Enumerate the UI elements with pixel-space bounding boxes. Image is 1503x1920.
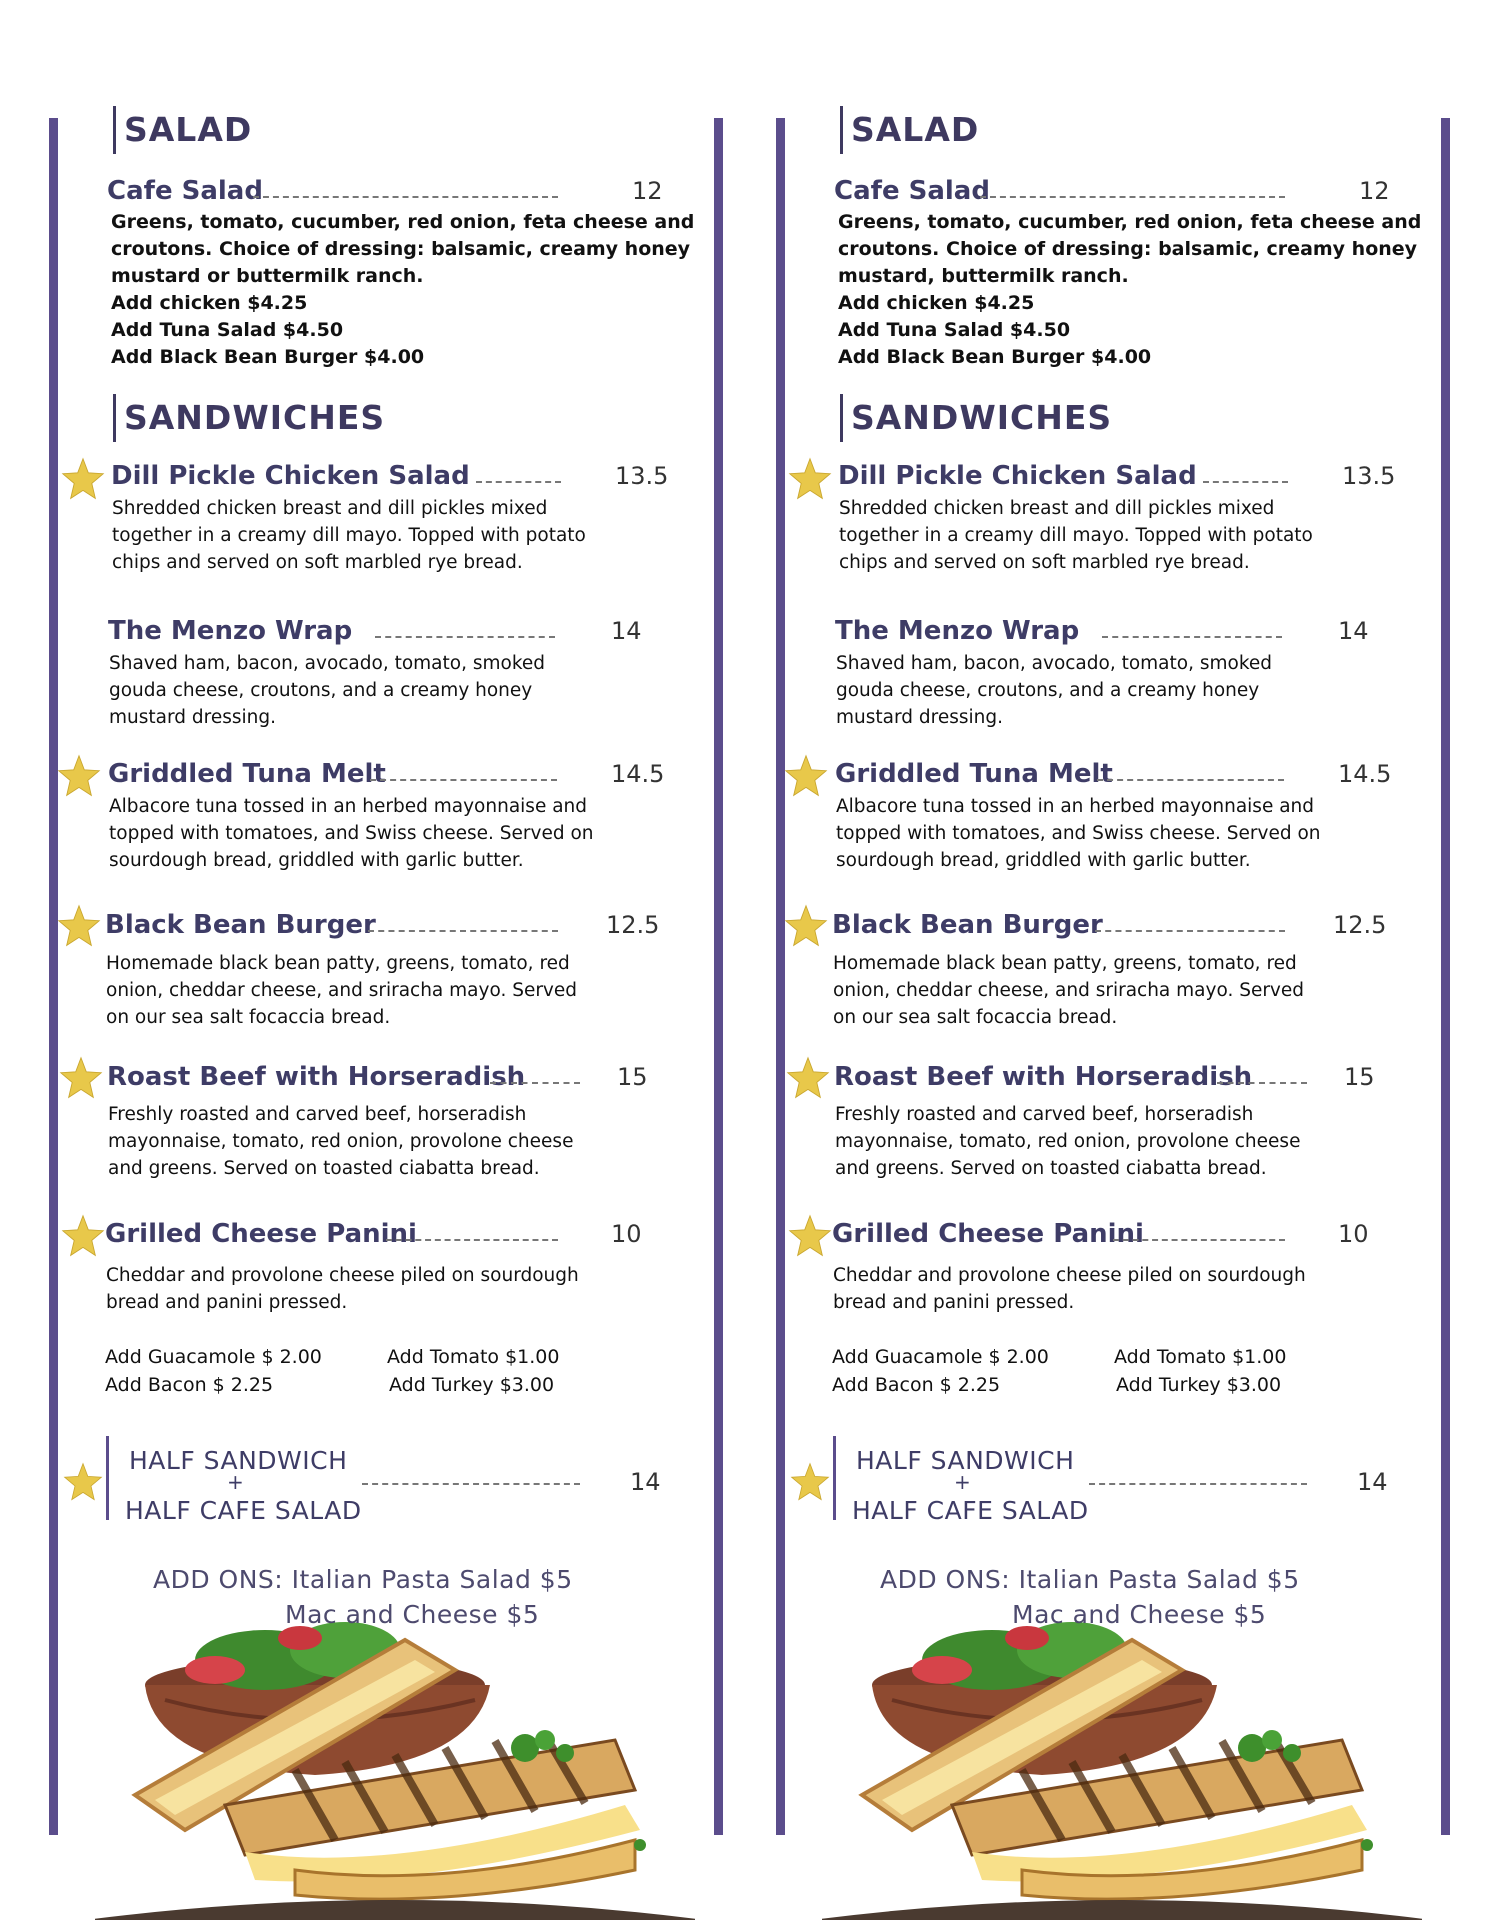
sandwich-description xyxy=(839,495,1313,576)
star-icon xyxy=(788,457,832,501)
sandwich-price: 14 xyxy=(611,617,642,645)
half-sandwich-label: HALF SANDWICH xyxy=(129,1446,348,1475)
add-ons-pasta-salad: ADD ONS: Italian Pasta Salad $5 xyxy=(153,1565,573,1594)
sandwich-description xyxy=(112,495,586,576)
description-line: Greens, tomato, cucumber, red onion, feta cheese and xyxy=(838,211,1422,233)
sandwich-price: 12.5 xyxy=(1333,911,1387,939)
description-line: mayonnaise, tomato, red onion, provolone cheese xyxy=(108,1131,574,1152)
description-line: gouda cheese, croutons, and a creamy honey xyxy=(109,680,533,701)
cafe-salad-description xyxy=(111,209,694,371)
description-line: Add chicken $4.25 xyxy=(111,292,308,314)
sandwich-description xyxy=(106,1262,579,1316)
star-icon xyxy=(57,904,101,948)
star-icon xyxy=(788,1214,832,1258)
description-line: topped with tomatoes, and Swiss cheese. Served on xyxy=(109,823,594,844)
grilled-cheese-salad-photo xyxy=(95,1590,695,1920)
description-line: on our sea salt focaccia bread. xyxy=(106,1007,391,1028)
sandwich-name: Roast Beef with Horseradish xyxy=(834,1062,1253,1092)
sandwiches-heading: SANDWICHES xyxy=(113,394,385,442)
description-line: Shredded chicken breast and dill pickles mixed xyxy=(839,498,1275,519)
addon-tomato: Add Tomato $1.00 xyxy=(387,1346,560,1368)
description-line: Greens, tomato, cucumber, red onion, feta cheese and xyxy=(111,211,695,233)
grilled-cheese-salad-photo xyxy=(822,1590,1422,1920)
description-line: on our sea salt focaccia bread. xyxy=(833,1007,1118,1028)
addon-turkey: Add Turkey $3.00 xyxy=(389,1374,555,1396)
salad-heading: SALAD xyxy=(113,106,252,154)
half-cafe-salad-label: HALF CAFE SALAD xyxy=(125,1496,362,1525)
sandwich-description xyxy=(833,950,1304,1031)
leader-dots xyxy=(476,481,561,483)
description-line: Cheddar and provolone cheese piled on sourdough xyxy=(833,1265,1306,1286)
sandwich-description xyxy=(835,1101,1300,1182)
description-line: Shredded chicken breast and dill pickles mixed xyxy=(112,498,548,519)
half-combo-price: 14 xyxy=(1357,1468,1388,1496)
cafe-salad-name: Cafe Salad xyxy=(834,176,990,206)
description-line: sourdough bread, griddled with garlic butter. xyxy=(109,850,524,871)
cafe-salad-price: 12 xyxy=(1359,177,1390,205)
leader-dots xyxy=(1095,930,1285,932)
description-line: mustard, buttermilk ranch. xyxy=(838,265,1129,287)
description-line: together in a creamy dill mayo. Topped with potato xyxy=(112,525,586,546)
sandwich-name: Griddled Tuna Melt xyxy=(108,759,386,789)
star-icon xyxy=(63,1462,103,1502)
description-line: Add Tuna Salad $4.50 xyxy=(111,319,344,341)
leader-dots xyxy=(980,196,1285,198)
salad-heading: SALAD xyxy=(840,106,979,154)
leader-dots xyxy=(490,1082,580,1084)
sandwich-price: 13.5 xyxy=(1342,462,1396,490)
description-line: Shaved ham, bacon, avocado, tomato, smoked xyxy=(836,653,1273,674)
description-line: Freshly roasted and carved beef, horseradish xyxy=(108,1104,527,1125)
description-line: chips and served on soft marbled rye bread. xyxy=(112,552,523,573)
star-icon xyxy=(59,1056,103,1100)
sandwich-name: Roast Beef with Horseradish xyxy=(107,1062,526,1092)
sandwich-name: Griddled Tuna Melt xyxy=(835,759,1113,789)
add-ons-mac-and-cheese: Mac and Cheese $5 xyxy=(1012,1600,1267,1629)
description-line: croutons. Choice of dressing: balsamic, creamy honey xyxy=(838,238,1418,260)
description-line: Homemade black bean patty, greens, tomato, red xyxy=(833,953,1297,974)
star-icon xyxy=(61,457,105,501)
cafe-salad-description xyxy=(838,209,1421,371)
addon-bacon: Add Bacon $ 2.25 xyxy=(105,1374,274,1396)
star-icon xyxy=(57,754,101,798)
description-line: Albacore tuna tossed in an herbed mayonnaise and xyxy=(836,796,1315,817)
star-icon xyxy=(784,754,828,798)
description-line: and greens. Served on toasted ciabatta bread. xyxy=(108,1158,540,1179)
half-sandwich-label: HALF SANDWICH xyxy=(856,1446,1075,1475)
sandwich-name: Grilled Cheese Panini xyxy=(105,1219,417,1249)
left-accent-bar xyxy=(49,118,58,1835)
addon-guacamole: Add Guacamole $ 2.00 xyxy=(832,1346,1049,1368)
sandwich-description xyxy=(836,793,1321,874)
sandwich-description xyxy=(109,793,594,874)
sandwich-price: 10 xyxy=(1338,1220,1369,1248)
description-line: croutons. Choice of dressing: balsamic, creamy honey xyxy=(111,238,691,260)
description-line: Add chicken $4.25 xyxy=(838,292,1035,314)
half-accent-bar xyxy=(833,1436,836,1520)
addon-tomato: Add Tomato $1.00 xyxy=(1114,1346,1287,1368)
star-icon xyxy=(786,1056,830,1100)
leader-dots xyxy=(370,779,557,781)
sandwich-description xyxy=(833,1262,1306,1316)
half-combo-price: 14 xyxy=(630,1468,661,1496)
sandwich-price: 10 xyxy=(611,1220,642,1248)
sandwich-price: 13.5 xyxy=(615,462,669,490)
sandwich-description xyxy=(836,650,1272,731)
cafe-salad-name: Cafe Salad xyxy=(107,176,263,206)
leader-dots xyxy=(362,1483,580,1485)
description-line: Homemade black bean patty, greens, tomato, red xyxy=(106,953,570,974)
menu-panel-right xyxy=(727,0,1463,1920)
description-line: and greens. Served on toasted ciabatta bread. xyxy=(835,1158,1267,1179)
star-icon xyxy=(784,904,828,948)
add-ons-pasta-salad: ADD ONS: Italian Pasta Salad $5 xyxy=(880,1565,1300,1594)
description-line: together in a creamy dill mayo. Topped with potato xyxy=(839,525,1313,546)
left-accent-bar xyxy=(776,118,785,1835)
sandwich-price: 12.5 xyxy=(606,911,660,939)
sandwich-price: 15 xyxy=(1344,1063,1375,1091)
right-accent-bar xyxy=(714,118,723,1835)
leader-dots xyxy=(1102,636,1282,638)
description-line: onion, cheddar cheese, and sriracha mayo. Served xyxy=(833,980,1305,1001)
description-line: gouda cheese, croutons, and a creamy honey xyxy=(836,680,1260,701)
sandwiches-heading: SANDWICHES xyxy=(840,394,1112,442)
sandwich-name: Dill Pickle Chicken Salad xyxy=(838,461,1197,491)
leader-dots xyxy=(1113,1239,1285,1241)
description-line: sourdough bread, griddled with garlic butter. xyxy=(836,850,1251,871)
addon-turkey: Add Turkey $3.00 xyxy=(1116,1374,1282,1396)
description-line: bread and panini pressed. xyxy=(833,1292,1075,1313)
description-line: Add Black Bean Burger $4.00 xyxy=(838,346,1152,368)
description-line: mayonnaise, tomato, red onion, provolone cheese xyxy=(835,1131,1301,1152)
leader-dots xyxy=(375,636,555,638)
description-line: bread and panini pressed. xyxy=(106,1292,348,1313)
description-line: Albacore tuna tossed in an herbed mayonnaise and xyxy=(109,796,588,817)
sandwich-description xyxy=(106,950,577,1031)
leader-dots xyxy=(386,1239,558,1241)
sandwich-name: The Menzo Wrap xyxy=(835,616,1080,646)
plus-sign: + xyxy=(227,1470,245,1494)
description-line: mustard dressing. xyxy=(109,707,276,728)
description-line: Shaved ham, bacon, avocado, tomato, smoked xyxy=(109,653,546,674)
description-line: chips and served on soft marbled rye bread. xyxy=(839,552,1250,573)
addon-guacamole: Add Guacamole $ 2.00 xyxy=(105,1346,322,1368)
right-accent-bar xyxy=(1441,118,1450,1835)
star-icon xyxy=(61,1214,105,1258)
star-icon xyxy=(790,1462,830,1502)
description-line: Cheddar and provolone cheese piled on sourdough xyxy=(106,1265,579,1286)
description-line: onion, cheddar cheese, and sriracha mayo. Served xyxy=(106,980,578,1001)
half-accent-bar xyxy=(106,1436,109,1520)
sandwich-name: Grilled Cheese Panini xyxy=(832,1219,1144,1249)
cafe-salad-price: 12 xyxy=(632,177,663,205)
sandwich-description xyxy=(108,1101,573,1182)
sandwich-price: 14.5 xyxy=(1338,760,1392,788)
description-line: mustard or buttermilk ranch. xyxy=(111,265,424,287)
sandwich-name: Dill Pickle Chicken Salad xyxy=(111,461,470,491)
add-ons-mac-and-cheese: Mac and Cheese $5 xyxy=(285,1600,540,1629)
description-line: Add Black Bean Burger $4.00 xyxy=(111,346,425,368)
leader-dots xyxy=(1203,481,1288,483)
half-cafe-salad-label: HALF CAFE SALAD xyxy=(852,1496,1089,1525)
addon-bacon: Add Bacon $ 2.25 xyxy=(832,1374,1001,1396)
description-line: mustard dressing. xyxy=(836,707,1003,728)
sandwich-price: 14.5 xyxy=(611,760,665,788)
description-line: Freshly roasted and carved beef, horseradish xyxy=(835,1104,1254,1125)
leader-dots xyxy=(1089,1483,1307,1485)
sandwich-price: 15 xyxy=(617,1063,648,1091)
leader-dots xyxy=(1097,779,1284,781)
sandwich-price: 14 xyxy=(1338,617,1369,645)
leader-dots xyxy=(1217,1082,1307,1084)
plus-sign: + xyxy=(954,1470,972,1494)
sandwich-name: Black Bean Burger xyxy=(832,910,1103,940)
leader-dots xyxy=(368,930,558,932)
description-line: topped with tomatoes, and Swiss cheese. Served on xyxy=(836,823,1321,844)
sandwich-name: Black Bean Burger xyxy=(105,910,376,940)
leader-dots xyxy=(253,196,558,198)
sandwich-description xyxy=(109,650,545,731)
sandwich-name: The Menzo Wrap xyxy=(108,616,353,646)
description-line: Add Tuna Salad $4.50 xyxy=(838,319,1071,341)
menu-panel-left xyxy=(0,0,736,1920)
